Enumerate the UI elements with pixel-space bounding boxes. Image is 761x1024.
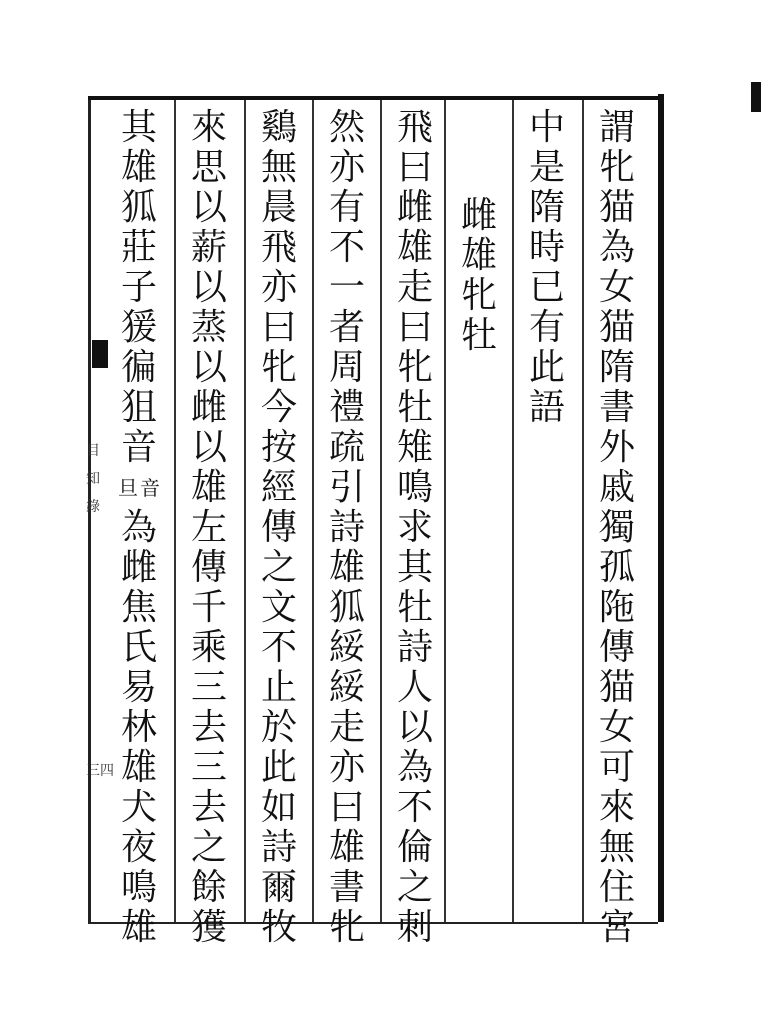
text-char: 左 <box>190 507 227 548</box>
text-char: 雌 <box>190 387 227 428</box>
text-char: 亦 <box>260 267 297 308</box>
text-char: 之 <box>190 827 227 868</box>
text-char: 其 <box>120 107 157 148</box>
text-char: 曰 <box>396 307 433 348</box>
text-char: 亦 <box>328 747 365 788</box>
text-char: 無 <box>598 827 635 868</box>
text-char: 為 <box>120 507 157 548</box>
text-char: 氏 <box>120 627 157 668</box>
margin-fragment-3: 錄 <box>86 499 100 515</box>
text-char: 雌 <box>120 547 157 588</box>
text-char: 以 <box>190 347 227 388</box>
text-char: 曰 <box>260 307 297 348</box>
text-char: 倫 <box>396 827 433 868</box>
column-rule <box>444 100 446 922</box>
text-column-1 <box>588 108 646 948</box>
interlinear-note <box>117 468 161 508</box>
text-char: 爾 <box>260 867 297 908</box>
text-char: 雄 <box>120 147 157 188</box>
text-char: 然 <box>328 107 365 148</box>
column-rule <box>244 100 246 922</box>
text-char: 獨 <box>598 507 635 548</box>
text-char: 求 <box>396 507 433 548</box>
text-char: 狙 <box>120 387 157 428</box>
text-char: 走 <box>328 707 365 748</box>
text-char: 詩 <box>328 507 365 548</box>
text-char: 雄 <box>328 827 365 868</box>
text-char: 孤 <box>598 547 635 588</box>
text-char: 飛 <box>260 227 297 268</box>
text-char: 此 <box>260 747 297 788</box>
text-char: 獲 <box>190 907 227 948</box>
margin-page-number: 三四 <box>86 763 114 779</box>
text-char: 可 <box>598 747 635 788</box>
text-char: 不 <box>396 787 433 828</box>
text-column-7 <box>110 108 168 948</box>
text-column-2 <box>518 108 576 428</box>
text-char: 夜 <box>120 827 157 868</box>
text-char: 三 <box>190 667 227 708</box>
text-char: 音 <box>120 427 157 468</box>
text-char: 經 <box>260 467 297 508</box>
text-char: 蒸 <box>190 307 227 348</box>
text-char: 飛 <box>396 107 433 148</box>
text-char: 周 <box>328 347 365 388</box>
text-char: 曰 <box>396 147 433 188</box>
text-char: 猫 <box>598 667 635 708</box>
text-char: 文 <box>260 587 297 628</box>
text-char: 刺 <box>396 907 433 948</box>
text-char: 乘 <box>190 627 227 668</box>
text-char: 書 <box>328 867 365 908</box>
text-char: 林 <box>120 707 157 748</box>
text-char: 止 <box>260 667 297 708</box>
text-char: 思 <box>190 147 227 188</box>
text-char: 今 <box>260 387 297 428</box>
text-char: 一 <box>328 267 365 308</box>
text-char: 此 <box>528 347 565 388</box>
text-char: 子 <box>120 267 157 308</box>
text-char: 焦 <box>120 587 157 628</box>
text-char: 去 <box>190 787 227 828</box>
text-char: 中 <box>528 107 565 148</box>
text-char: 如 <box>260 787 297 828</box>
text-char: 來 <box>190 107 227 148</box>
text-char: 住 <box>598 867 635 908</box>
text-column-3 <box>386 108 444 948</box>
text-char: 人 <box>396 667 433 708</box>
text-char: 為 <box>396 747 433 788</box>
text-char: 禮 <box>328 387 365 428</box>
text-char: 有 <box>528 307 565 348</box>
text-char: 其 <box>396 547 433 588</box>
text-char: 去 <box>190 707 227 748</box>
right-edge-mark <box>751 82 761 112</box>
text-char: 按 <box>260 427 297 468</box>
text-char: 是 <box>528 147 565 188</box>
text-char: 餘 <box>190 867 227 908</box>
text-char: 來 <box>598 787 635 828</box>
text-char: 鳴 <box>396 467 433 508</box>
text-char: 女 <box>598 707 635 748</box>
margin-fragment-2: 知 <box>86 471 100 487</box>
text-char: 以 <box>190 267 227 308</box>
text-char: 語 <box>528 387 565 428</box>
text-char: 猫 <box>598 307 635 348</box>
column-rule <box>174 100 176 922</box>
text-char: 易 <box>120 667 157 708</box>
text-char: 宮 <box>598 907 635 948</box>
text-char: 千 <box>190 587 227 628</box>
text-char: 狐 <box>328 587 365 628</box>
text-char: 陁 <box>598 587 635 628</box>
text-char: 牝 <box>328 907 365 948</box>
text-char: 詩 <box>260 827 297 868</box>
text-char: 牝 <box>598 147 635 188</box>
text-char: 雄 <box>120 747 157 788</box>
text-char: 傳 <box>260 507 297 548</box>
text-char: 外 <box>598 427 635 468</box>
text-char: 不 <box>260 627 297 668</box>
heading-char: 雄 <box>460 235 497 276</box>
text-column-4 <box>318 108 376 948</box>
text-char: 雄 <box>396 227 433 268</box>
text-column-6 <box>180 108 238 948</box>
text-char: 為 <box>598 227 635 268</box>
text-char: 雄 <box>120 907 157 948</box>
text-char: 書 <box>598 387 635 428</box>
text-char: 鳴 <box>120 867 157 908</box>
text-char: 雄 <box>190 467 227 508</box>
text-char: 晨 <box>260 187 297 228</box>
text-char: 隋 <box>598 347 635 388</box>
text-char: 雉 <box>396 427 433 468</box>
text-char: 牡 <box>396 587 433 628</box>
heading-char: 雌 <box>460 195 497 236</box>
entry-heading <box>450 196 508 356</box>
frame-right-border <box>658 94 664 922</box>
page-frame <box>88 96 658 948</box>
text-char: 之 <box>260 547 297 588</box>
text-char: 以 <box>396 707 433 748</box>
text-char: 綏 <box>328 667 365 708</box>
text-char: 徧 <box>120 347 157 388</box>
text-char: 牝 <box>396 347 433 388</box>
text-char: 雄 <box>328 547 365 588</box>
text-char: 犬 <box>120 787 157 828</box>
text-char: 引 <box>328 467 365 508</box>
heading-char: 牝 <box>460 275 497 316</box>
text-char: 綏 <box>328 627 365 668</box>
text-char: 狐 <box>120 187 157 228</box>
column-rule <box>380 100 382 922</box>
text-char: 三 <box>190 747 227 788</box>
heading-char: 牡 <box>460 315 497 356</box>
text-char: 女 <box>598 267 635 308</box>
text-char: 之 <box>396 867 433 908</box>
column-rule <box>312 100 314 922</box>
text-char: 者 <box>328 307 365 348</box>
text-char: 薪 <box>190 227 227 268</box>
text-char: 走 <box>396 267 433 308</box>
text-char: 傳 <box>598 627 635 668</box>
text-char: 莊 <box>120 227 157 268</box>
text-char: 詩 <box>396 627 433 668</box>
text-char: 時 <box>528 227 565 268</box>
text-char: 隋 <box>528 187 565 228</box>
text-char: 不 <box>328 227 365 268</box>
text-char: 猨 <box>120 307 157 348</box>
text-char: 牧 <box>260 907 297 948</box>
text-char: 曰 <box>328 787 365 828</box>
text-char: 雌 <box>396 187 433 228</box>
text-char: 傳 <box>190 547 227 588</box>
text-char: 謂 <box>598 107 635 148</box>
text-column-5 <box>250 108 308 948</box>
text-char: 疏 <box>328 427 365 468</box>
text-char: 已 <box>528 267 565 308</box>
text-char: 猫 <box>598 187 635 228</box>
text-char: 於 <box>260 707 297 748</box>
margin-fragment-1: 目 <box>86 443 100 459</box>
text-char: 牡 <box>396 387 433 428</box>
text-char: 亦 <box>328 147 365 188</box>
note-char: 旦 <box>118 476 138 500</box>
text-char: 以 <box>190 427 227 468</box>
note-char: 音 <box>140 476 160 500</box>
column-rule <box>582 100 584 922</box>
column-rule <box>512 100 514 922</box>
text-char: 有 <box>328 187 365 228</box>
text-char: 戚 <box>598 467 635 508</box>
text-char: 以 <box>190 187 227 228</box>
margin-black-mark <box>92 340 108 368</box>
text-char: 鷄 <box>260 107 297 148</box>
text-char: 無 <box>260 147 297 188</box>
text-char: 牝 <box>260 347 297 388</box>
